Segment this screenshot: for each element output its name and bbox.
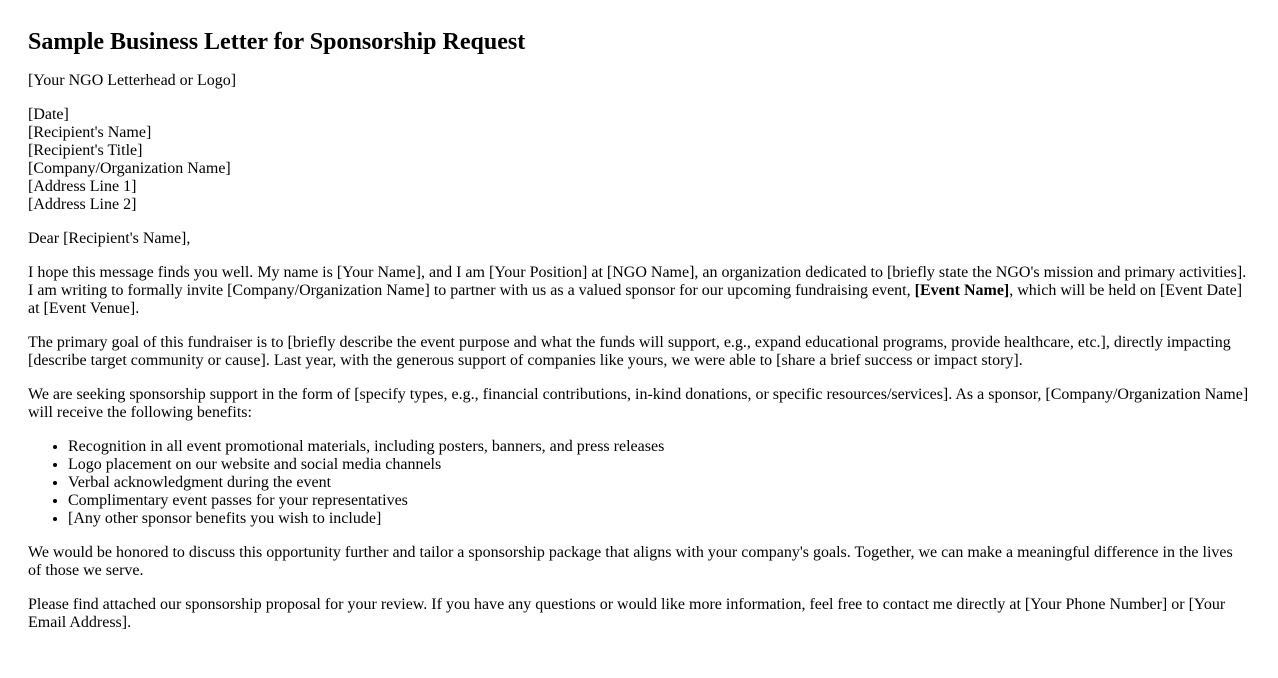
- benefits-list: [28, 438, 1250, 528]
- address-block: [28, 106, 1250, 214]
- recipient-name-line: [Recipient's Name]: [28, 124, 152, 141]
- salutation: Dear [Recipient's Name],: [28, 230, 191, 247]
- address-line-1: [Address Line 1]: [28, 178, 137, 195]
- address-line-2: [Address Line 2]: [28, 196, 137, 213]
- contact-paragraph: Please find attached our sponsorship proposal for your review. If you have any questions or would like more information, feel free to contact me directly at [Your Phone Number] or [Your Email Address].: [28, 596, 1226, 631]
- closing-paragraph: We would be honored to discuss this opportunity further and tailor a sponsorship package that aligns with your company's goals. Together, we can make a meaningful difference in the lives of those we serve.: [28, 544, 1233, 579]
- intro-paragraph: [28, 264, 1250, 318]
- list-item: • Verbal acknowledgment during the event: [68, 474, 1250, 492]
- date-line: [Date]: [28, 106, 69, 123]
- list-item: • Recognition in all event promotional materials, including posters, banners, and press releases: [68, 438, 1250, 456]
- list-item: • Complimentary event passes for your representatives: [68, 492, 1250, 510]
- letterhead-placeholder: [Your NGO Letterhead or Logo]: [28, 72, 237, 89]
- event-name: [Event Name]: [914, 282, 1010, 299]
- list-item: • Logo placement on our website and social media channels: [68, 456, 1250, 474]
- page-title: Sample Business Letter for Sponsorship Request: [28, 29, 526, 55]
- recipient-title-line: [Recipient's Title]: [28, 142, 143, 159]
- company-name-line: [Company/Organization Name]: [28, 160, 231, 177]
- intro-text-end: , which will be held on [Event Date] at [Event Venue].: [28, 282, 1243, 317]
- sponsorship-paragraph: We are seeking sponsorship support in the form of [specify types, e.g., financial contributions, in-kind donations, or specific resources/services]. As a sponsor, [Company/Organization Name] will receive the following benefits:: [28, 386, 1249, 421]
- list-item: • [Any other sponsor benefits you wish to include]: [68, 510, 1250, 528]
- intro-text: I hope this message finds you well. My name is [Your Name], and I am [Your Position] at [NGO Name], an organization dedicated to [briefly state the NGO's mission and primary activities]. I am writing to formally invite [Company/Organization Name] to partner with us as a valued sponsor for our upcoming fundraising event,: [28, 264, 1247, 299]
- letter-document: [0, 28, 1278, 632]
- goal-paragraph: The primary goal of this fundraiser is to [briefly describe the event purpose and what the funds will support, e.g., expand educational programs, provide healthcare, etc.], directly impacting [describe target community or cause]. Last year, with the generous support of companies like yours, we were able to [share a brief success or impact story].: [28, 334, 1231, 369]
